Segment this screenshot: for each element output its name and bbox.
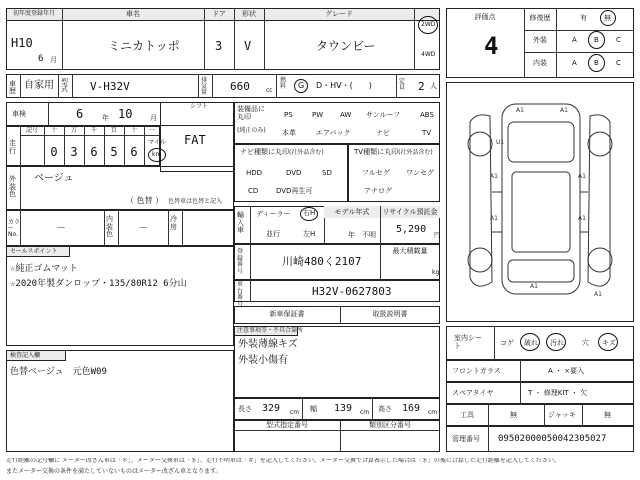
sales-point-1: ☆純正ゴムマット [10,264,78,274]
height-value: 169 [402,403,421,414]
height-label: 高さ [378,405,392,413]
interior-grade-a: A [572,59,577,67]
capacity-label: 定員 [399,78,406,91]
shape-label: 形状 [242,10,256,18]
interior-grade-c: C [616,59,621,67]
interior-color-value: － [138,223,148,234]
import-dealer: ディーラー [256,210,291,218]
displacement-value: 660 [230,80,250,93]
color-change-label: （ 色替 ） [126,196,164,205]
fuel-label: 燃料 [280,77,287,90]
repair-history-label: 修復歴 [529,14,551,22]
score-value: 4 [484,32,499,60]
notes-label: 注意事項等・不具合箇所 [237,327,304,334]
capacity-value: 2 [418,80,425,93]
inspection-label: 車検 [12,110,26,118]
equip-ps: PS [284,111,293,119]
diagram-mark-8: A1 [530,283,538,290]
jack-value: 無 [604,411,611,419]
month-unit: 月 [50,56,57,64]
equip-tv: TV [422,129,432,137]
max-load-kg: kg [432,269,440,276]
notes-line-1: 外装薄線キズ [238,339,298,350]
car-diagram [446,82,634,322]
mileage-digit-5: 0 [50,145,58,159]
navi-dvd-play: DVD再生可 [276,187,313,195]
usage-value: 自家用 [24,80,54,91]
width-value: 139 [334,403,353,414]
inspection-year-unit: 年 [102,114,109,122]
import-parallel: 並行 [266,230,280,238]
management-value: 09502000050042305027 [498,434,607,444]
cc-unit: cc [266,87,273,94]
seat-tear: 破れ [524,339,538,347]
inspection-month-unit: 月 [150,114,157,122]
tools-label: 工具 [460,411,474,419]
mileage-digit-label-4: 百 [110,127,117,134]
front-glass-value: A ・ ×要入 [548,367,585,375]
mileage-digit-label-6: 一 [148,127,155,134]
score-label: 評価点 [474,13,496,21]
color-no-value: － [56,223,66,234]
import-right: 右H [303,209,316,217]
seat-scratch: キズ [602,339,616,347]
tv-analog: アナログ [364,187,392,195]
diagram-mark-5: A1 [578,173,586,180]
exterior-color-value: ベージュ [34,173,74,184]
car-name-label: 車名 [126,10,140,18]
seat-hole: 穴 [582,339,589,347]
inspector-box [6,350,234,452]
shift-value: FAT [184,133,206,147]
interior-grade-b: B [594,59,599,67]
equip-leather: 本革 [282,129,296,137]
doors-value: 3 [215,39,223,53]
footer-line-2: またメーター交換の条件を満たしていないものはメーター改ざん車となります。 [6,468,222,475]
recycle-value: 5,290 [396,224,427,235]
mileage-digit-label-3: 千 [90,127,97,134]
model-value: V-H32V [90,80,130,93]
manual-label: 取扱説明書 [372,310,408,318]
equip-pw: PW [312,111,324,119]
model-year-label: モデル年式 [334,208,370,216]
shape-value: V [244,39,252,53]
navi-dvd: DVD [286,169,302,177]
exterior-grade-c: C [616,36,621,44]
usage-label: 車歴 [9,80,16,95]
navi-cd: CD [248,187,259,195]
recycle-yen: 円 [434,232,441,239]
exterior-color-label: 外装色 [9,175,16,199]
car-name: ミニカトッポ [108,39,180,53]
tools-value: 無 [510,411,517,419]
first-reg-label: 初年度登録年月 [12,10,55,17]
height-cm: cm [428,409,438,416]
mileage-digit-label-0: 記号 [25,127,38,134]
seat-stain: 汚れ [550,339,564,347]
navi-sd: SD [322,169,332,177]
repair-no: 無 [604,14,611,22]
exterior-grade-label: 外装 [533,36,547,44]
registration-label: 登録番号 [237,248,244,275]
width-cm: cm [360,409,370,416]
width-label: 幅 [310,405,317,413]
model-year-value: 不明 [362,231,376,239]
diagram-mark-9: A1 [594,291,602,298]
diagram-mark-7: A1 [578,215,586,222]
mileage-digit-label-5: 十 [130,127,137,134]
navi-title [240,149,324,156]
fuel-g: G [298,81,305,90]
mileage-digit-label-2: 万 [70,127,77,134]
model-year-unit: 年 [348,231,355,239]
footer-line-1: 走行距離の記号欄に メーター改ざん車は「＊」、メーター交換車は「＄」、走行不明車は「＃」を記入してください。メーター交換で合算表示した場合は「＄」の後に合算した走行距離を記入してください。 [6,458,560,464]
diagram-mark-6: A1 [490,215,498,222]
inspection-year: 6 [76,107,84,121]
mileage-digit-label-1: 十 [50,127,57,134]
diagram-mark-1: A1 [516,107,524,114]
first-reg-month: 6 [38,54,44,64]
repair-yes: 有 [580,14,587,22]
spare-tire-label: スペアタイヤ [452,389,494,397]
length-label: 長さ [238,405,252,413]
sales-point-2: ☆2020年製ダンロップ・135/80R12 6分山 [10,279,187,289]
exterior-grade-b: B [594,36,599,44]
inspection-month: 10 [118,107,133,121]
diagram-mark-2: A1 [560,107,568,114]
chassis-value: H32V-0627803 [312,285,392,298]
interior-seat-label: 室内シート [454,334,482,351]
first-reg-year: H10 [11,36,33,50]
length-value: 329 [262,403,281,414]
navi-hdd: HDD [246,169,263,177]
tv-subtitle: (社外品含む) [398,149,433,156]
spare-tire-value: T ・ 修理KIT ・ 欠 [528,389,588,397]
tv-title-text: TV種類に丸印 [354,148,399,156]
tv-oneseg: ワンセグ [406,169,434,177]
length-cm: cm [290,409,300,416]
equipment-title: 装備品に丸印 [237,105,265,121]
equip-navi: ナビ [376,129,390,137]
mileage-digit-2: 6 [90,145,98,159]
exterior-grade-a: A [572,36,577,44]
type-designation-label: 型式指定番号 [266,421,308,429]
notes-line-2: 外装小傷有 [238,355,288,366]
jack-label: ジャッキ [548,411,576,419]
sales-points-label: セールスポイント [10,248,58,255]
sales-points-box [6,246,234,346]
max-load-label: 最大積載量 [392,247,428,255]
model-label: 型式 [61,78,68,93]
equip-aw: AW [340,111,352,119]
drive-2wd: 2WD [421,21,436,28]
interior-grade-label: 内装 [533,59,547,67]
management-label: 管理番号 [452,435,480,443]
seat-scorch: コゲ [500,339,514,347]
recycle-label: リサイクル預託金 [382,208,438,216]
tv-title [354,149,433,156]
color-no-row [6,210,234,246]
mileage-digit-3: 5 [110,145,118,159]
interior-color-label: 内装色 [106,215,113,239]
inspector-label: 検査記入欄 [10,352,41,359]
displacement-label: 排気量 [201,77,208,96]
fuel-options: D・HV・( ) [316,81,372,90]
tv-fullseg: フルセグ [362,169,390,177]
category-number-label: 類別区分番号 [369,421,411,429]
navi-title-text: ナビ種類に丸印 [240,148,289,156]
mileage-digit-1: 3 [70,145,78,159]
equip-airbag: エアバック [316,129,351,137]
color-no-label: カラーNo. [8,219,21,238]
mileage-digit-4: 6 [130,145,138,159]
navi-subtitle: (社外品含む) [289,149,324,156]
equip-abs: ABS [420,111,434,119]
doors-label: ドア [212,10,226,18]
front-glass-label: フロントガラス [452,367,501,375]
grade-label: グレード [325,10,353,18]
color-change-note: 色替車は色替と記入 [168,198,223,205]
registration-value: 川崎480く2107 [282,255,362,268]
inspector-line: 色替ベージュ 元色W09 [10,367,107,377]
diagram-mark-4: A1 [490,173,498,180]
mileage-unit-km: km [152,151,162,158]
aircon-label: 冷房 [170,215,177,231]
equipment-subtitle: (純正のみ) [237,127,266,134]
shift-label: シフト [190,103,209,110]
grade-value: タウンビー [316,39,376,53]
mileage-unit-mile: マイル [148,139,166,146]
equip-sunroof: サンルーフ [366,111,401,119]
mileage-label: 走行 [9,139,16,155]
import-left: 左H [303,230,316,238]
chassis-label: 車台番号 [237,281,244,308]
diagram-mark-3: U1 [496,139,505,146]
capacity-unit: 人 [430,82,437,90]
drive-4wd: 4WD [421,51,436,58]
import-label: 輸入車 [237,211,244,235]
new-car-warranty: 新車保証書 [269,310,305,318]
